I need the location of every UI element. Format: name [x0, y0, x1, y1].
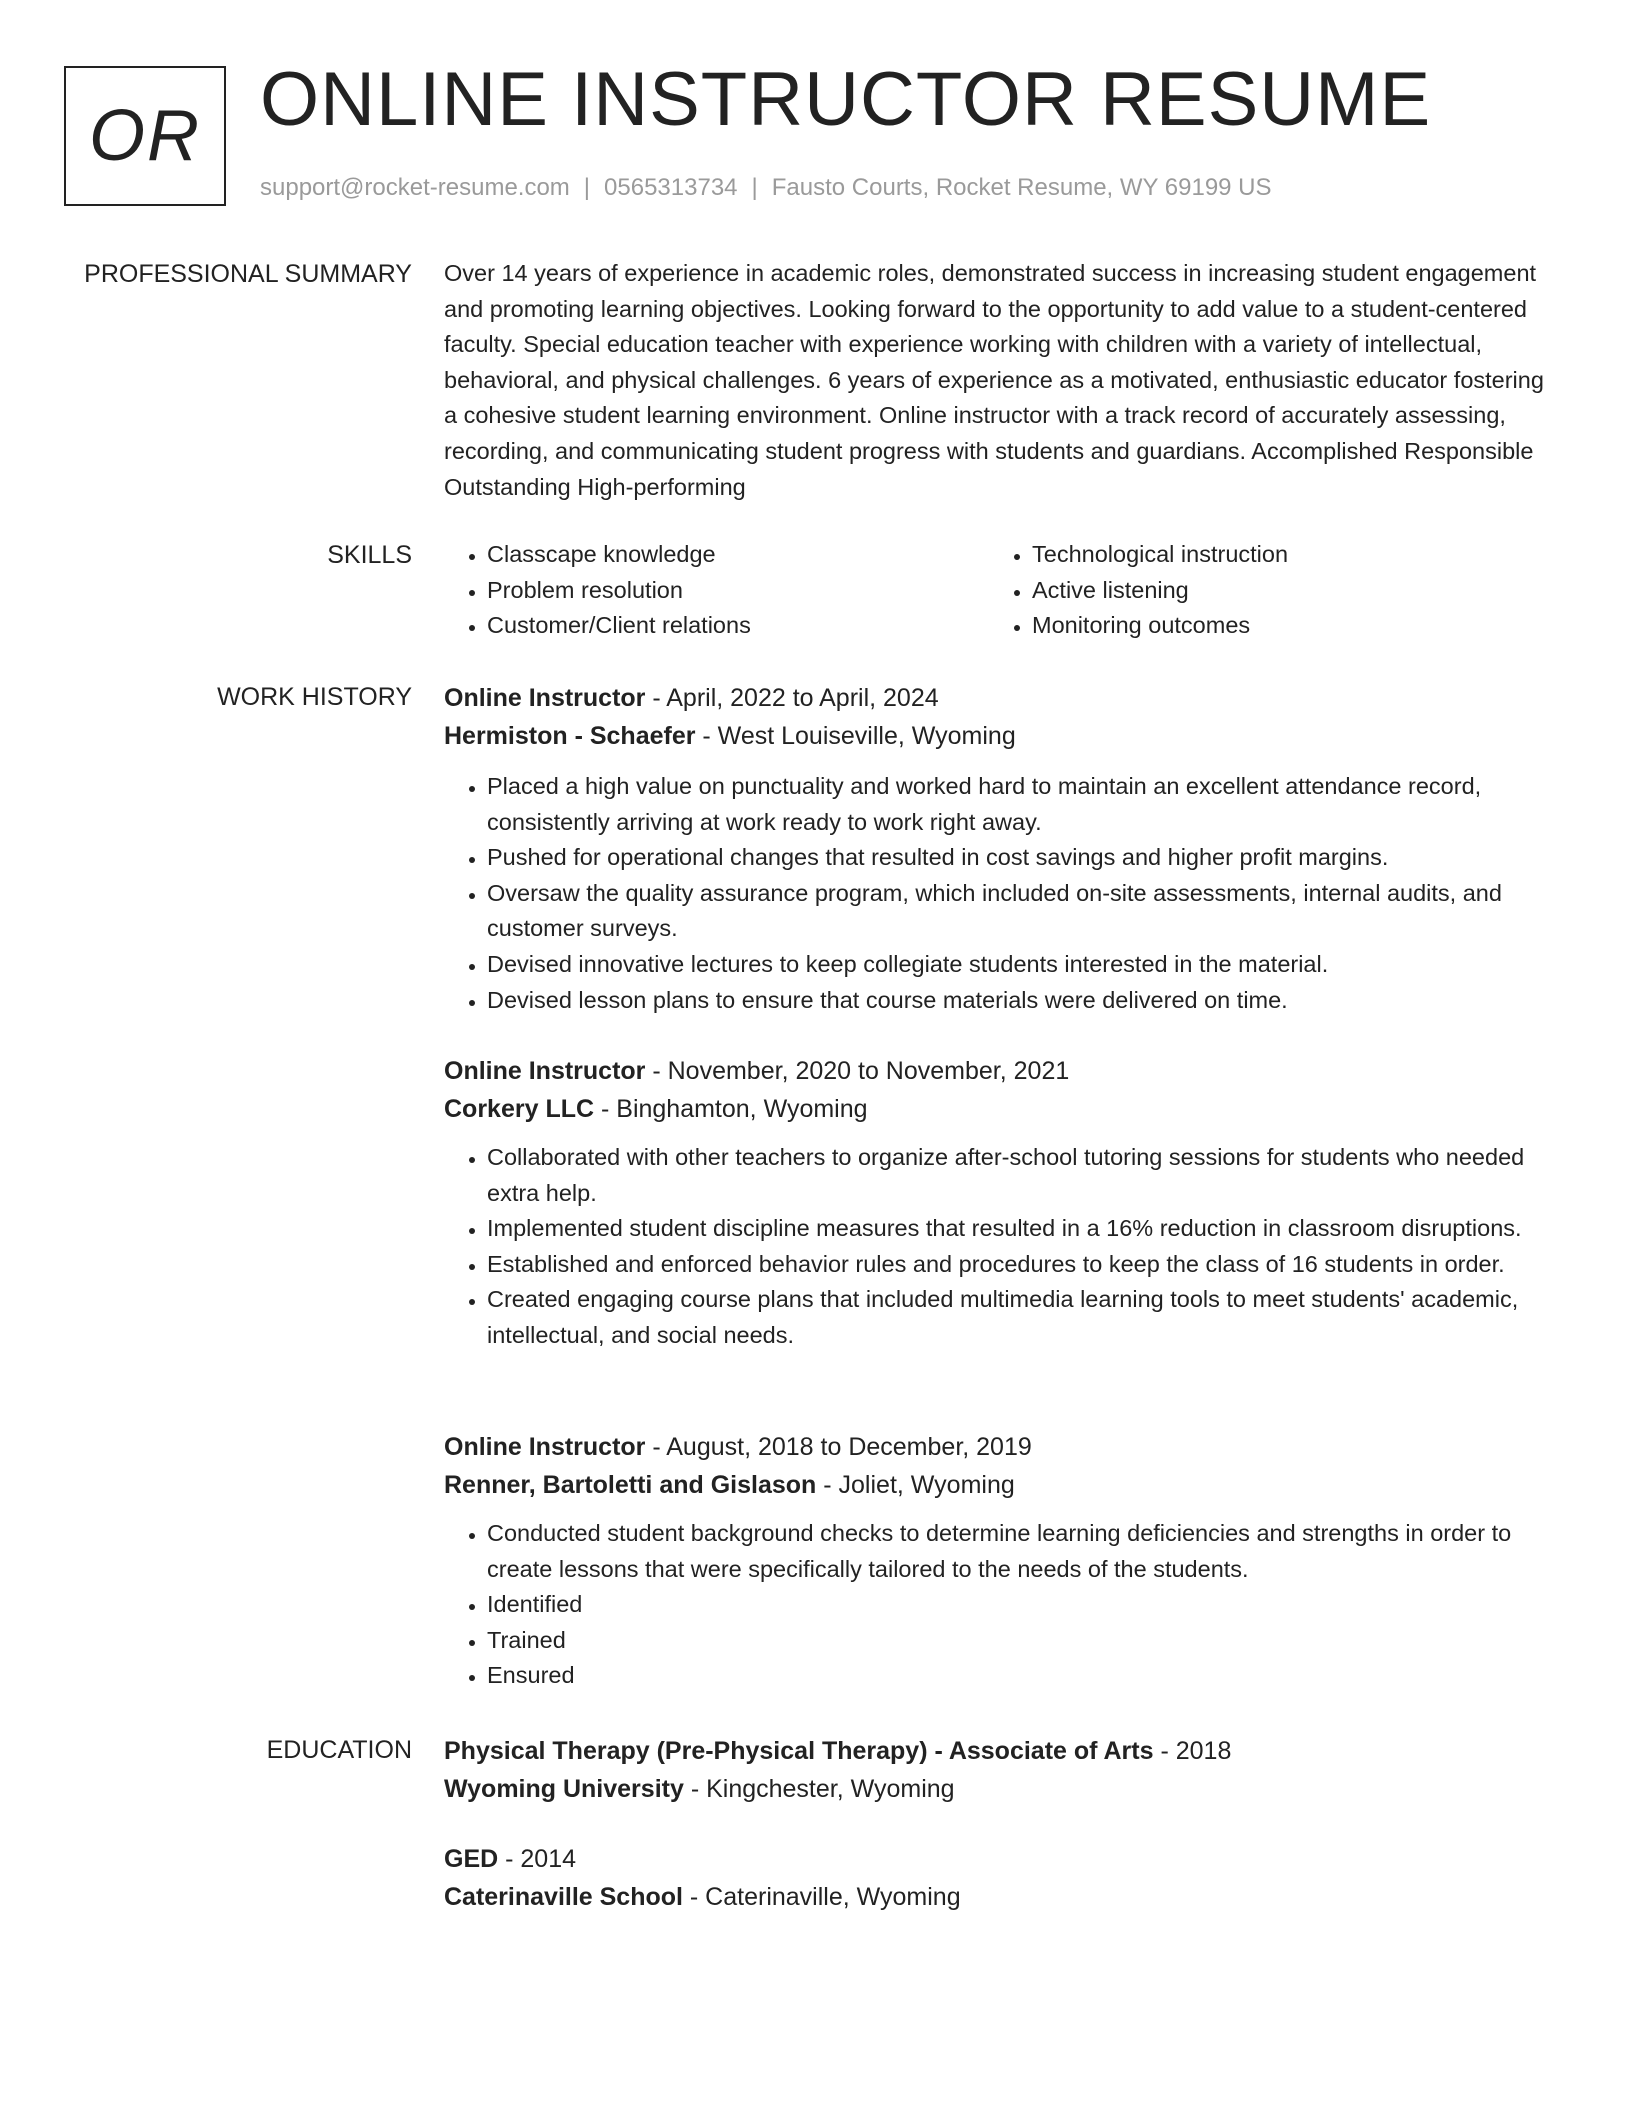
job-entry [444, 1428, 1556, 1694]
contact-email: support@rocket-resume.com [260, 174, 570, 201]
contact-address: Fausto Courts, Rocket Resume, WY 69199 US [771, 174, 1272, 201]
skills-list-right [989, 537, 1534, 644]
job-bullets [444, 1140, 1556, 1354]
education-school: Caterinaville School [444, 1883, 683, 1911]
resume-title: ONLINE INSTRUCTOR RESUME [260, 57, 1432, 142]
job-dates: - April, 2022 to April, 2024 [645, 684, 939, 712]
education-year: - 2018 [1153, 1737, 1232, 1765]
skill-item: • Customer/Client relations [487, 608, 989, 644]
job-company-line [444, 1090, 1556, 1128]
education-year: - 2014 [498, 1845, 577, 1873]
section-label-summary: PROFESSIONAL SUMMARY [84, 260, 412, 288]
job-entry [444, 679, 1556, 1018]
monogram-initials: OR [89, 96, 201, 176]
education-degree: Physical Therapy (Pre-Physical Therapy) - Associate of Arts [444, 1737, 1154, 1765]
skill-item: • Problem resolution [487, 573, 989, 609]
job-bullet: • Created engaging course plans that included multimedia learning tools to meet students' academic, intellectual, and social needs. [487, 1282, 1556, 1353]
summary-body [444, 256, 1556, 505]
job-dates: - August, 2018 to December, 2019 [645, 1433, 1032, 1461]
education-degree-line [444, 1840, 1556, 1878]
job-bullet: • Established and enforced behavior rules and procedures to keep the class of 16 students in order. [487, 1247, 1556, 1283]
education-school-line [444, 1878, 1556, 1916]
job-company-line [444, 717, 1556, 755]
skill-item: • Monitoring outcomes [1032, 608, 1534, 644]
job-bullet: • Conducted student background checks to determine learning deficiencies and strengths in order to create lessons that were specifically tailored to the needs of the students. [487, 1516, 1556, 1587]
skills-grid [444, 537, 1556, 644]
education-school: Wyoming University [444, 1775, 684, 1803]
education-location: - Caterinaville, Wyoming [682, 1883, 961, 1911]
job-title-line [444, 1428, 1556, 1466]
education-location: - Kingchester, Wyoming [683, 1775, 955, 1803]
job-bullet: • Devised lesson plans to ensure that course materials were delivered on time. [487, 983, 1556, 1019]
job-bullet: • Devised innovative lectures to keep collegiate students interested in the material. [487, 947, 1556, 983]
contact-phone: 0565313734 [604, 174, 738, 201]
section-label-work-history: WORK HISTORY [217, 683, 412, 711]
skill-item: • Technological instruction [1032, 537, 1534, 573]
job-bullet: • Implemented student discipline measures that resulted in a 16% reduction in classroom disruptions. [487, 1211, 1556, 1247]
skills-list-left [444, 537, 989, 644]
contact-separator: | [751, 174, 758, 201]
job-title: Online Instructor [444, 1433, 646, 1461]
job-bullet: • Placed a high value on punctuality and worked hard to maintain an excellent attendance record, consistently arriving at work ready to work right away. [487, 769, 1556, 840]
job-dates: - November, 2020 to November, 2021 [645, 1057, 1070, 1085]
education-entry [444, 1840, 1556, 1916]
job-company: Renner, Bartoletti and Gislason [444, 1471, 817, 1499]
education-school-line [444, 1770, 1556, 1808]
summary-text: Over 14 years of experience in academic roles, demonstrated success in increasing student engagement and promoting learning objectives. Looking forward to the opportunity to add value to a student-centered faculty. Special education teacher with experience working with children with a variety of intellectual, behavioral, and physical challenges. 6 years of experience as a motivated, enthusiastic educator fostering a cohesive student learning environment. Online instructor with a track record of accurately assessing, recording, and communicating student progress with students and guardians. Accomplished Responsible Outstanding High-performing [444, 260, 1544, 500]
job-title: Online Instructor [444, 684, 646, 712]
job-bullet: • Pushed for operational changes that resulted in cost savings and higher profit margins. [487, 840, 1556, 876]
job-location: - Joliet, Wyoming [816, 1471, 1015, 1499]
job-title-line [444, 1052, 1556, 1090]
contact-line [260, 174, 1272, 202]
job-bullet: • Ensured [487, 1658, 1556, 1694]
skill-item: • Classcape knowledge [487, 537, 989, 573]
skills-body [444, 537, 1556, 644]
job-company-line [444, 1466, 1556, 1504]
job-company: Corkery LLC [444, 1095, 595, 1123]
education-entry [444, 1732, 1556, 1808]
education-degree: GED [444, 1845, 499, 1873]
job-bullet: • Oversaw the quality assurance program, which included on-site assessments, internal audits, and customer surveys. [487, 876, 1556, 947]
contact-separator: | [583, 174, 591, 201]
monogram-box [64, 66, 226, 206]
job-bullet: • Collaborated with other teachers to organize after-school tutoring sessions for students who needed extra help. [487, 1140, 1556, 1211]
job-location: - Binghamton, Wyoming [594, 1095, 868, 1123]
job-entry [444, 1052, 1556, 1354]
section-label-education: EDUCATION [266, 1736, 412, 1764]
job-bullet: • Identified [487, 1587, 1556, 1623]
job-location: - West Louiseville, Wyoming [695, 722, 1016, 750]
job-bullet: • Trained [487, 1623, 1556, 1659]
job-title-line [444, 679, 1556, 717]
education-degree-line [444, 1732, 1556, 1770]
job-company: Hermiston - Schaefer [444, 722, 696, 750]
section-label-skills: SKILLS [327, 541, 412, 569]
skill-item: • Active listening [1032, 573, 1534, 609]
job-title: Online Instructor [444, 1057, 646, 1085]
job-bullets [444, 769, 1556, 1018]
job-bullets [444, 1516, 1556, 1694]
